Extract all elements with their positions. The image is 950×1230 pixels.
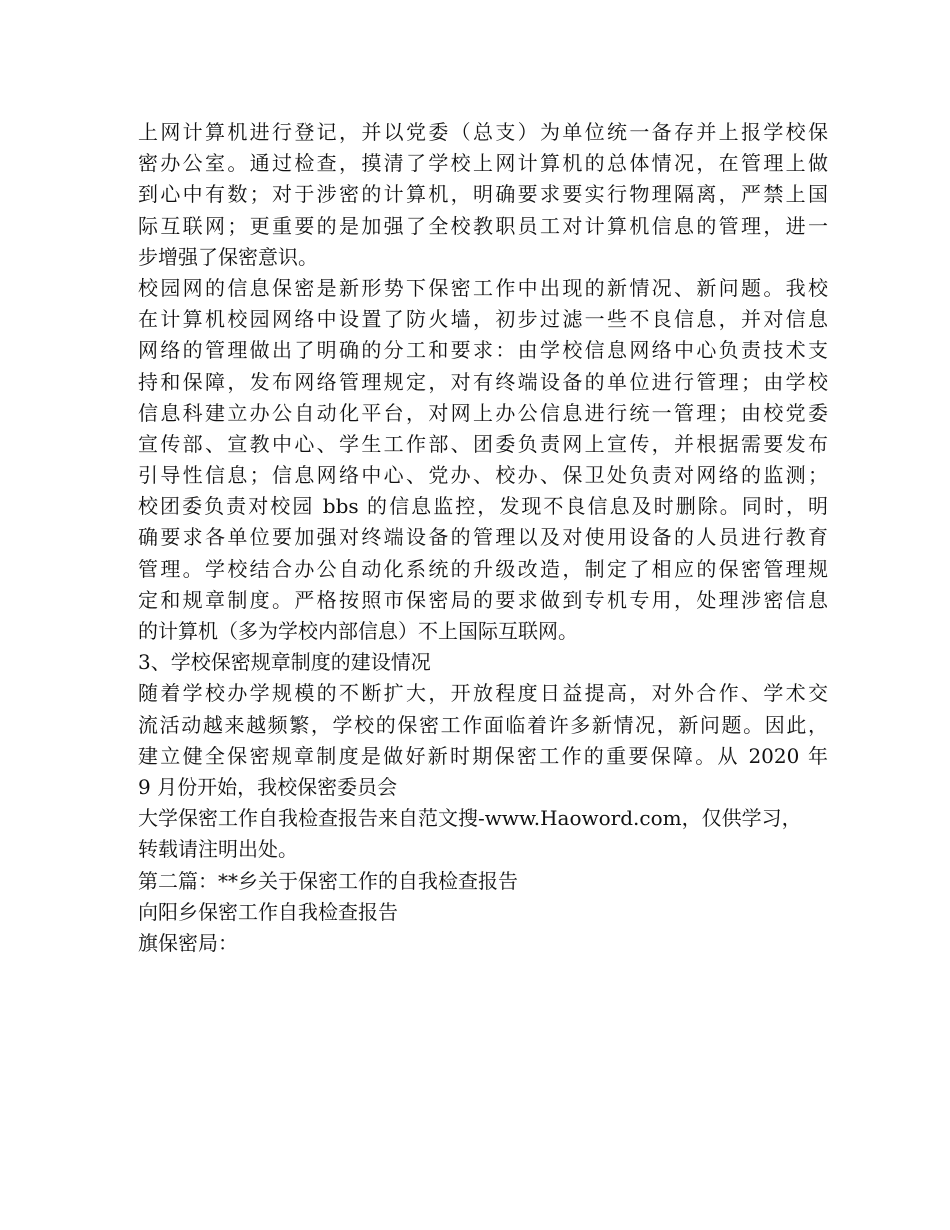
text-line: 旗保密局： [138,930,238,955]
text-line: 9 月份开始，我校保密委员会 [138,774,398,799]
text-line: 校园网的信息保密是新形势下保密工作中出现的新情况、新问题。我校 [138,275,828,300]
text-line: 密办公室。通过检查，摸清了学校上网计算机的总体情况，在管理上做 [138,151,828,176]
text-line: 在计算机校园网络中设置了防火墙，初步过滤一些不良信息，并对信息 [138,307,828,332]
text-line: 到心中有数；对于涉密的计算机，明确要求要实行物理隔离，严禁上国 [138,182,828,207]
text-line: 流活动越来越频繁，学校的保密工作面临着许多新情况，新问题。因此， [138,712,828,737]
text-line: 信息科建立办公自动化平台，对网上办公信息进行统一管理；由校党委 [138,400,828,425]
text-line: 引导性信息；信息网络中心、党办、校办、保卫处负责对网络的监测； [138,463,828,488]
text-line: 步增强了保密意识。 [138,244,318,269]
text-line: 确要求各单位要加强对终端设备的管理以及对使用设备的人员进行教育 [138,525,828,550]
text-line: 3、学校保密规章制度的建设情况 [138,650,431,675]
text-line: 网络的管理做出了明确的分工和要求：由学校信息网络中心负责技术支 [138,338,828,363]
text-line: 校团委负责对校园 bbs 的信息监控，发现不良信息及时删除。同时，明 [138,494,828,519]
text-line: 宣传部、宣教中心、学生工作部、团委负责网上宣传，并根据需要发布 [138,431,828,456]
text-line: 的计算机（多为学校内部信息）不上国际互联网。 [138,619,578,643]
text-line: 建立健全保密规章制度是做好新时期保密工作的重要保障。从 2020 年 [138,743,828,768]
text-line: 转载请注明出处。 [138,837,298,862]
text-line: 上网计算机进行登记，并以党委（总支）为单位统一备存并上报学校保 [138,120,828,144]
text-line: 向阳乡保密工作自我检查报告 [138,899,398,924]
text-line: 随着学校办学规模的不断扩大，开放程度日益提高，对外合作、学术交 [138,681,828,706]
text-line: 管理。学校结合办公自动化系统的升级改造，制定了相应的保密管理规 [138,556,828,581]
text-line: 持和保障，发布网络管理规定，对有终端设备的单位进行管理；由学校 [138,369,828,394]
text-line: 大学保密工作自我检查报告来自范文搜-www.Haoword.com，仅供学习， [138,806,802,831]
document-body [138,117,828,959]
text-line: 定和规章制度。严格按照市保密局的要求做到专机专用，处理涉密信息 [138,587,828,612]
text-line: 际互联网；更重要的是加强了全校教职员工对计算机信息的管理，进一 [138,213,828,238]
text-line: 第二篇：**乡关于保密工作的自我检查报告 [138,868,518,893]
